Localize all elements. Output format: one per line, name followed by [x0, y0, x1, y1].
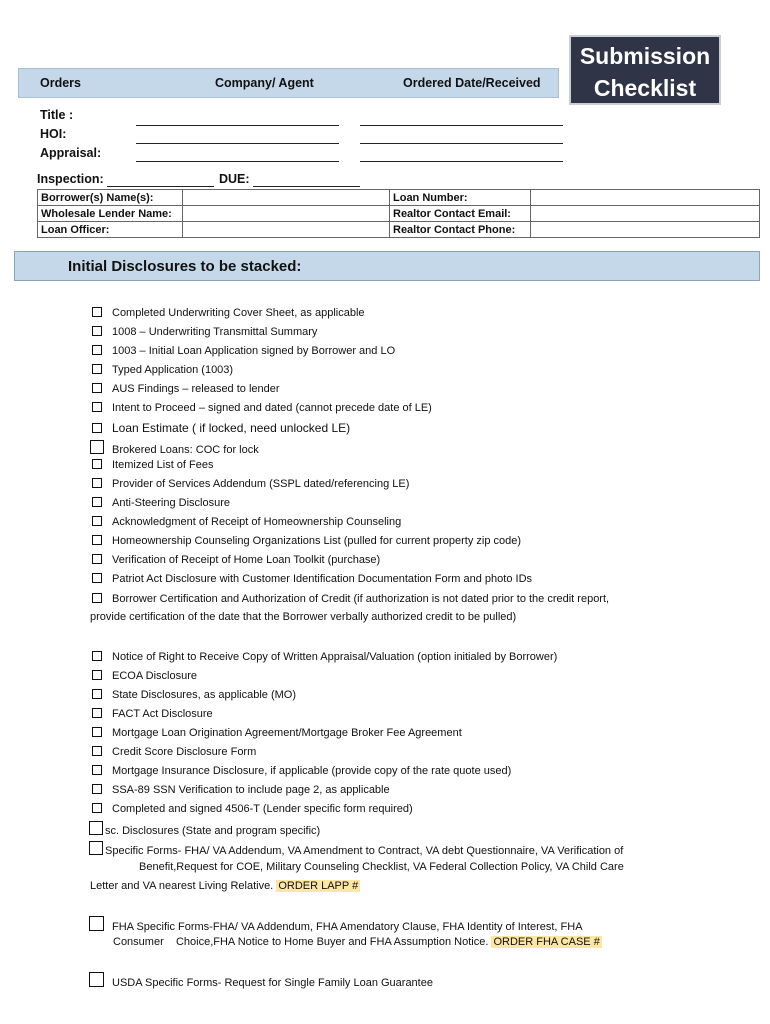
list-item: Brokered Loans: COC for lock: [90, 440, 259, 456]
list-item: SSA-89 SSN Verification to include page 2, as applicable: [92, 784, 390, 796]
header-company-agent: Company/ Agent: [215, 76, 314, 90]
list-item-continued: provide certification of the date that the Borrower verbally authorized credit to be pulled): [90, 611, 517, 623]
list-item: Loan Estimate ( if locked, need unlocked LE): [92, 421, 350, 435]
appraisal-date-field[interactable]: [360, 161, 563, 162]
orders-header-bar: [18, 68, 559, 98]
list-item: Completed Underwriting Cover Sheet, as applicable: [92, 307, 365, 319]
header-orders: Orders: [40, 76, 81, 90]
hoi-company-field[interactable]: [136, 143, 339, 144]
checkbox[interactable]: [92, 497, 102, 507]
list-item: Provider of Services Addendum (SSPL dated/referencing LE): [92, 478, 409, 490]
borrower-field[interactable]: [183, 190, 390, 206]
table-row: [38, 222, 760, 238]
order-title-label: Title :: [40, 108, 74, 122]
order-lapp-highlight: ORDER LAPP #: [278, 880, 359, 892]
initial-disclosures-header: [14, 251, 760, 281]
checkbox[interactable]: [92, 423, 102, 433]
list-item: Borrower Certification and Authorization of Credit (if authorization is not dated prior to the credit report,: [92, 593, 609, 605]
checkbox[interactable]: [92, 746, 102, 756]
va-forms-line-3: Letter and VA nearest Living Relative. ORDER LAPP #: [90, 880, 359, 892]
va-forms-line-2: Benefit,Request for COE, Military Counseling Checklist, VA Federal Collection Policy, VA Child Care: [139, 861, 624, 873]
checkbox[interactable]: [92, 554, 102, 564]
list-item: Verification of Receipt of Home Loan Toolkit (purchase): [92, 554, 380, 566]
loan-info-table: [37, 189, 760, 238]
title-line-2: Checklist: [593, 75, 697, 101]
realtor-email-field[interactable]: [531, 206, 760, 222]
checkbox[interactable]: [89, 916, 104, 931]
loan-number-field[interactable]: [531, 190, 760, 206]
fha-forms-item: FHA Specific Forms-FHA/ VA Addendum, FHA Amendatory Clause, FHA Identity of Interest, FHA: [89, 916, 583, 933]
checkbox[interactable]: [92, 670, 102, 680]
list-item: Acknowledgment of Receipt of Homeownership Counseling: [92, 516, 401, 528]
list-item: 1008 – Underwriting Transmittal Summary: [92, 326, 317, 338]
title-company-field[interactable]: [136, 125, 339, 126]
realtor-phone-field[interactable]: [531, 222, 760, 238]
checkbox[interactable]: [92, 651, 102, 661]
order-fha-case-highlight: ORDER FHA CASE #: [493, 936, 600, 948]
list-item: Typed Application (1003): [92, 364, 233, 376]
list-item: FACT Act Disclosure: [92, 708, 213, 720]
list-item: Notice of Right to Receive Copy of Written Appraisal/Valuation (option initialed by Borrower): [92, 651, 557, 663]
checkbox[interactable]: [92, 593, 102, 603]
table-row: [38, 206, 760, 222]
title-line-1: Submission: [579, 43, 711, 69]
appraisal-company-field[interactable]: [136, 161, 339, 162]
checkbox[interactable]: [92, 765, 102, 775]
checkbox[interactable]: [92, 516, 102, 526]
due-label: DUE:: [219, 172, 250, 186]
inspection-field[interactable]: [107, 186, 214, 187]
borrower-label: Borrower(s) Name(s):: [38, 190, 183, 206]
lender-label: Wholesale Lender Name:: [38, 206, 183, 222]
checkbox[interactable]: [92, 326, 102, 336]
list-item: AUS Findings – released to lender: [92, 383, 280, 395]
checkbox[interactable]: [92, 307, 102, 317]
checkbox[interactable]: [92, 345, 102, 355]
checkbox[interactable]: [92, 708, 102, 718]
checkbox[interactable]: [92, 689, 102, 699]
realtor-phone-label: Realtor Contact Phone:: [390, 222, 531, 238]
order-appraisal-label: Appraisal:: [40, 146, 102, 160]
usda-forms-item: USDA Specific Forms- Request for Single Family Loan Guarantee: [89, 972, 433, 989]
checkbox[interactable]: [92, 402, 102, 412]
realtor-email-label: Realtor Contact Email:: [390, 206, 531, 222]
section-title: Initial Disclosures to be stacked:: [68, 258, 302, 275]
checkbox[interactable]: [92, 803, 102, 813]
header-ordered-date: Ordered Date/Received: [403, 76, 541, 90]
va-forms-item: Specific Forms- FHA/ VA Addendum, VA Amendment to Contract, VA debt Questionnaire, VA Verification of: [89, 841, 623, 857]
title-date-field[interactable]: [360, 125, 563, 126]
due-field[interactable]: [253, 186, 360, 187]
list-item: Mortgage Insurance Disclosure, if applicable (provide copy of the rate quote used): [92, 765, 511, 777]
list-item: Intent to Proceed – signed and dated (cannot precede date of LE): [92, 402, 432, 414]
hoi-date-field[interactable]: [360, 143, 563, 144]
submission-checklist-title: [569, 35, 721, 105]
list-item: ECOA Disclosure: [92, 670, 197, 682]
list-item: 1003 – Initial Loan Application signed by Borrower and LO: [92, 345, 395, 357]
order-hoi-label: HOI:: [40, 127, 67, 141]
checkbox[interactable]: [92, 573, 102, 583]
list-item: Itemized List of Fees: [92, 459, 214, 471]
list-item: Homeownership Counseling Organizations List (pulled for current property zip code): [92, 535, 521, 547]
list-item: Anti-Steering Disclosure: [92, 497, 230, 509]
checkbox[interactable]: [90, 440, 104, 454]
fha-forms-line-2: Consumer Choice,FHA Notice to Home Buyer and FHA Assumption Notice. ORDER FHA CASE #: [113, 936, 600, 948]
list-item: Completed and signed 4506-T (Lender specific form required): [92, 803, 413, 815]
loan-officer-field[interactable]: [183, 222, 390, 238]
checkbox[interactable]: [92, 535, 102, 545]
checkbox[interactable]: [92, 727, 102, 737]
inspection-label: Inspection:: [37, 172, 104, 186]
checkbox[interactable]: [92, 364, 102, 374]
checkbox[interactable]: [89, 841, 103, 855]
list-item: sc. Disclosures (State and program specific): [89, 821, 320, 837]
checkbox[interactable]: [89, 821, 103, 835]
lender-field[interactable]: [183, 206, 390, 222]
checkbox[interactable]: [92, 784, 102, 794]
checkbox[interactable]: [92, 478, 102, 488]
list-item: Mortgage Loan Origination Agreement/Mortgage Broker Fee Agreement: [92, 727, 462, 739]
loan-number-label: Loan Number:: [390, 190, 531, 206]
list-item: Patriot Act Disclosure with Customer Identification Documentation Form and photo IDs: [92, 573, 532, 585]
list-item: State Disclosures, as applicable (MO): [92, 689, 296, 701]
loan-officer-label: Loan Officer:: [38, 222, 183, 238]
table-row: [38, 190, 760, 206]
checkbox[interactable]: [92, 459, 102, 469]
checkbox[interactable]: [92, 383, 102, 393]
list-item: Credit Score Disclosure Form: [92, 746, 256, 758]
checkbox[interactable]: [89, 972, 104, 987]
